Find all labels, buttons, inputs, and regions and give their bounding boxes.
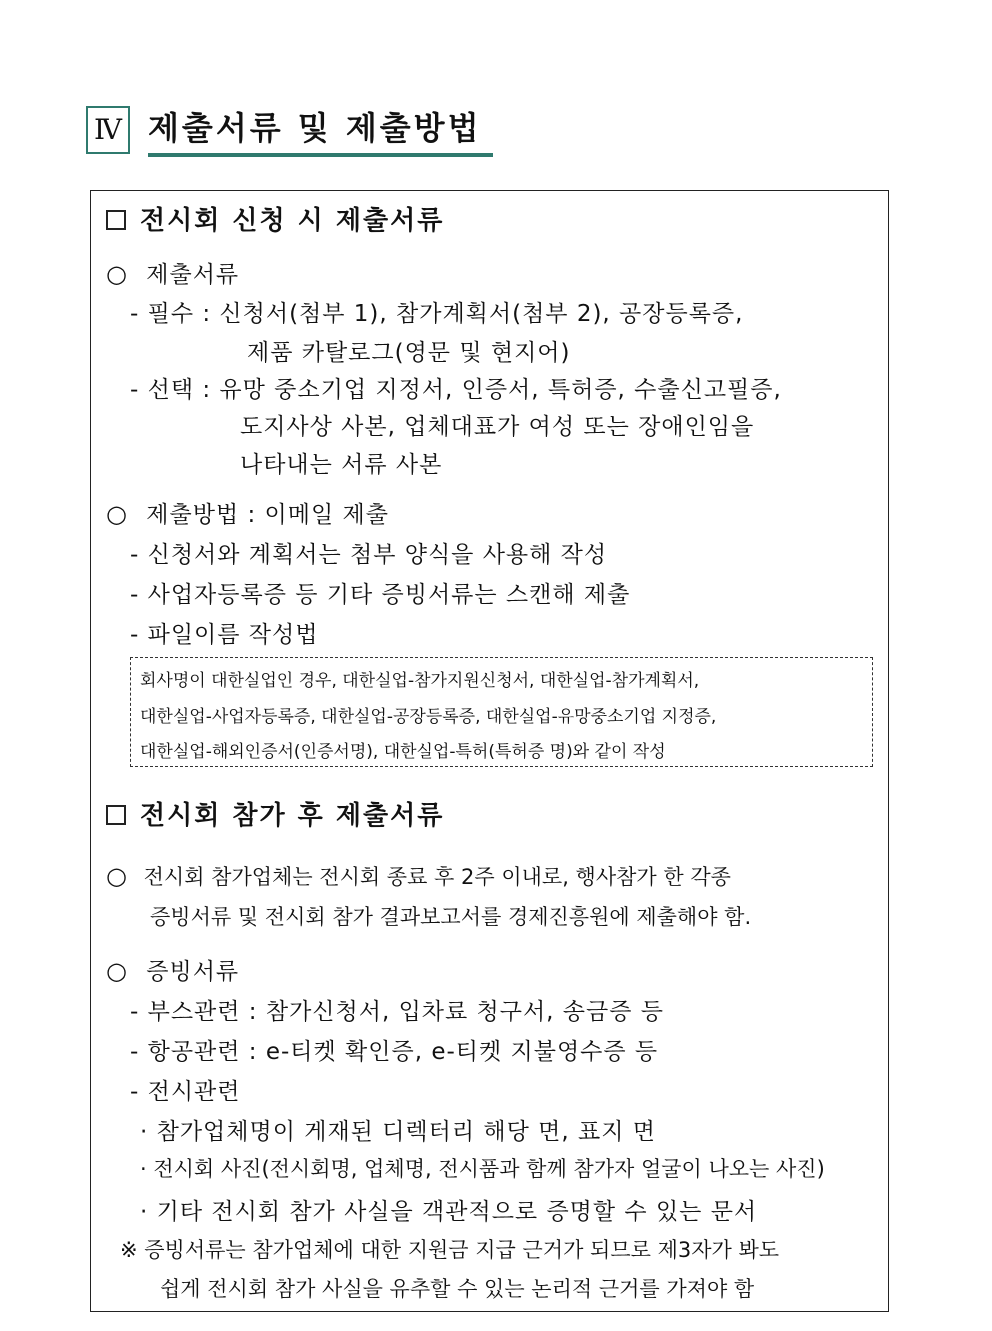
method-label-row: [106, 496, 389, 529]
circle-bullet-icon: ○: [106, 957, 128, 985]
evidence-label: 증빙서류: [146, 959, 240, 985]
block2-heading-text: 전시회 참가 후 제출서류: [140, 801, 445, 831]
optional-line-3: 나타내는 서류 사본: [240, 452, 443, 478]
square-bullet-icon: [106, 210, 126, 230]
square-bullet-icon: [106, 805, 126, 825]
block1-heading-text: 전시회 신청 시 제출서류: [140, 206, 445, 236]
required-line-2: 제품 카탈로그(영문 및 현지어): [247, 340, 571, 366]
note-line-1: ※ 증빙서류는 참가업체에 대한 지원금 지급 근거가 되므로 제3자가 봐도: [120, 1238, 780, 1262]
method-label: 제출방법 : 이메일 제출: [146, 502, 389, 528]
title-underline: [148, 153, 493, 157]
note-line-2: 쉽게 전시회 참가 사실을 유추할 수 있는 논리적 근거를 가져야 함: [160, 1277, 755, 1301]
evidence-exhibit: - 전시관련: [130, 1079, 241, 1105]
section-numeral: Ⅳ: [86, 106, 130, 154]
optional-line-2: 도지사상 사본, 업체대표가 여성 또는 장애인임을: [240, 414, 755, 440]
docs-label: 제출서류: [146, 262, 240, 288]
evidence-label-row: [106, 953, 239, 986]
optional-line-1: - 선택 : 유망 중소기업 지정서, 인증서, 특허증, 수출신고필증,: [130, 377, 782, 403]
evidence-booth: - 부스관련 : 참가신청서, 입차료 청구서, 송금증 등: [130, 999, 664, 1025]
docs-label-row: [106, 256, 239, 289]
exhibit-item-2: · 전시회 사진(전시회명, 업체명, 전시품과 함께 참가자 얼굴이 나오는 사진): [140, 1157, 825, 1181]
example-line-3: 대한실업-해외인증서(인증서명), 대한실업-특허(특허증 명)와 같이 작성: [140, 742, 666, 762]
exhibit-item-3: · 기타 전시회 참가 사실을 객관적으로 증명할 수 있는 문서: [140, 1199, 758, 1225]
exhibit-item-1: · 참가업체명이 게재된 디렉터리 해당 면, 표지 면: [140, 1119, 656, 1145]
example-line-1: 회사명이 대한실업인 경우, 대한실업-참가지원신청서, 대한실업-참가계획서,: [140, 671, 700, 691]
intro-row: [106, 861, 731, 891]
circle-bullet-icon: ○: [106, 500, 128, 528]
intro-line-2: 증빙서류 및 전시회 참가 결과보고서를 경제진흥원에 제출해야 함.: [150, 905, 752, 929]
page-title: 제출서류 및 제출방법: [148, 109, 482, 147]
method-item-2: - 사업자등록증 등 기타 증빙서류는 스캔해 제출: [130, 582, 631, 608]
method-item-1: - 신청서와 계획서는 첨부 양식을 사용해 작성: [130, 542, 608, 568]
intro-line-1: 전시회 참가업체는 전시회 종료 후 2주 이내로, 행사참가 한 각종: [143, 865, 731, 889]
method-item-3: - 파일이름 작성법: [130, 622, 319, 648]
circle-bullet-icon: ○: [106, 862, 127, 890]
example-line-2: 대한실업-사업자등록증, 대한실업-공장등록증, 대한실업-유망중소기업 지정증,: [140, 707, 717, 727]
circle-bullet-icon: ○: [106, 260, 128, 288]
evidence-air: - 항공관련 : e-티켓 확인증, e-티켓 지불영수증 등: [130, 1039, 659, 1065]
block2-heading: [106, 795, 444, 832]
block1-heading: [106, 200, 444, 237]
required-line-1: - 필수 : 신청서(첨부 1), 참가계획서(첨부 2), 공장등록증,: [130, 301, 744, 327]
